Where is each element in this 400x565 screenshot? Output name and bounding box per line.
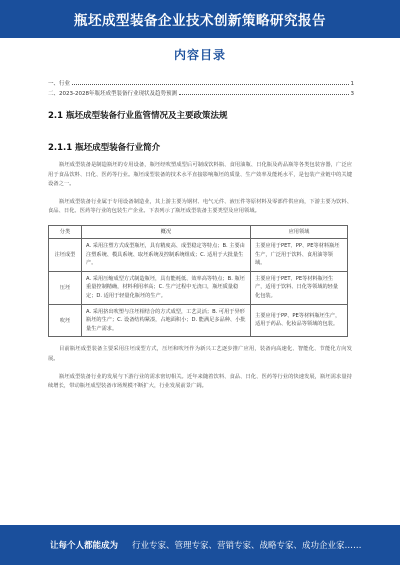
table-row [49, 271, 348, 304]
table-cell-content: A. 采用挤出吹塑与注坯相结合的方式成型，工艺灵活；B. 可用于异形瓶坯的生产；C. 设备结构紧凑，占地面积小；D. 能满足多品种、小批量生产需求。 [82, 304, 251, 337]
footer-slogan: 让每个人都能成为 [50, 541, 119, 551]
toc-item-text: 一、行业 [48, 81, 71, 87]
report-title: 瓶坯成型装备企业技术创新策略研究报告 [74, 13, 326, 29]
footer-banner [0, 525, 400, 565]
table-cell-requirements: 主要应用于PET、PE等材料瓶坯生产，适用于饮料、日化等领域的轻量化包装。 [251, 271, 348, 304]
body-paragraph: 瓶坯成型装备行业的发展与下游行业的需求密切相关。近年来随着饮料、食品、日化、医药等行业的快速发展，瓶坯需求量持续增长，带动瓶坯成型装备市场规模不断扩大，行业发展前景广阔。 [48, 373, 352, 390]
equipment-type-table [48, 225, 348, 337]
table-cell-requirements: 主要应用于PET、PP、PE等材料瓶坯生产，广泛用于饮料、食用油等领域。 [251, 238, 348, 271]
table-of-contents [48, 77, 354, 97]
section-heading-2-1: 2.1 瓶坯成型装备行业监管情况及主要政策法规 [48, 111, 228, 121]
report-header [0, 0, 400, 38]
table-header-row [49, 225, 348, 238]
table-row [49, 238, 348, 271]
toc-title: 内容目录 [173, 48, 226, 62]
table-header-content: 概况 [82, 225, 251, 238]
toc-item-page: 3 [350, 91, 354, 97]
footer-tags: 行业专家、管理专家、营销专家、战略专家、成功企业家…… [132, 541, 362, 551]
toc-item[interactable] [48, 87, 354, 97]
table-cell-content: A. 采用压缩成型方式制造瓶坯，具有能耗低、效率高等特点；B. 瓶坯重量控制精确，材料利用率高；C. 生产过程中无浇口，瓶坯质量稳定；D. 适用于轻量化瓶坯的生产。 [82, 271, 251, 304]
table-cell-requirements: 主要应用于PP、PE等材料瓶坯生产，适用于药品、化妆品等领域的包装。 [251, 304, 348, 337]
toc-leader-dots [72, 84, 348, 85]
body-paragraph: 瓶坯成型装备是制造瓶坯的专用设备，瓶坯经吹塑成型后可制成饮料瓶、食用油瓶、日化瓶及药品瓶等各类包装容器，广泛应用于食品饮料、日化、医药等行业。瓶坯成型装备的技术水平直接影响瓶坯的质量、生产效率及能耗水平，是包装产业链中的关键设备之一。 [48, 162, 352, 188]
body-paragraph: 目前瓶坯成型装备主要采用注坯成型方式，压坯和吹坯作为新兴工艺逐步推广应用，装备向高速化、智能化、节能化方向发展。 [48, 346, 352, 362]
table-header-requirements: 应用领域 [251, 225, 348, 238]
table-row [49, 304, 348, 337]
section-heading-2-1-1: 2.1.1 瓶坯成型装备行业简介 [48, 143, 161, 153]
toc-leader-dots [179, 94, 349, 95]
table-header-category: 分类 [49, 225, 82, 238]
toc-item-page: 1 [350, 81, 354, 87]
table-cell-category: 吹坯 [49, 304, 82, 337]
toc-item[interactable] [48, 77, 354, 87]
table-cell-content: A. 采用注塑方式成型瓶坯，具有精度高、成型稳定等特点；B. 主要由注塑系统、模具系统、取坯系统及控制系统组成；C. 适用于大批量生产。 [82, 238, 251, 271]
body-paragraph: 瓶坯成型装备行业属于专用设备制造业，其上游主要为钢材、电气元件、液压件等原材料及零部件供应商，下游主要为饮料、食品、日化、医药等行业的包装生产企业。下表列示了瓶坯成型装备主要类型及应用领域。 [48, 198, 352, 215]
table-cell-category: 注坯成型 [49, 238, 82, 271]
toc-item-text: 二、2023-2028年瓶坯成型装备行业现状及趋势预测 [48, 91, 177, 97]
table-cell-category: 压坯 [49, 271, 82, 304]
